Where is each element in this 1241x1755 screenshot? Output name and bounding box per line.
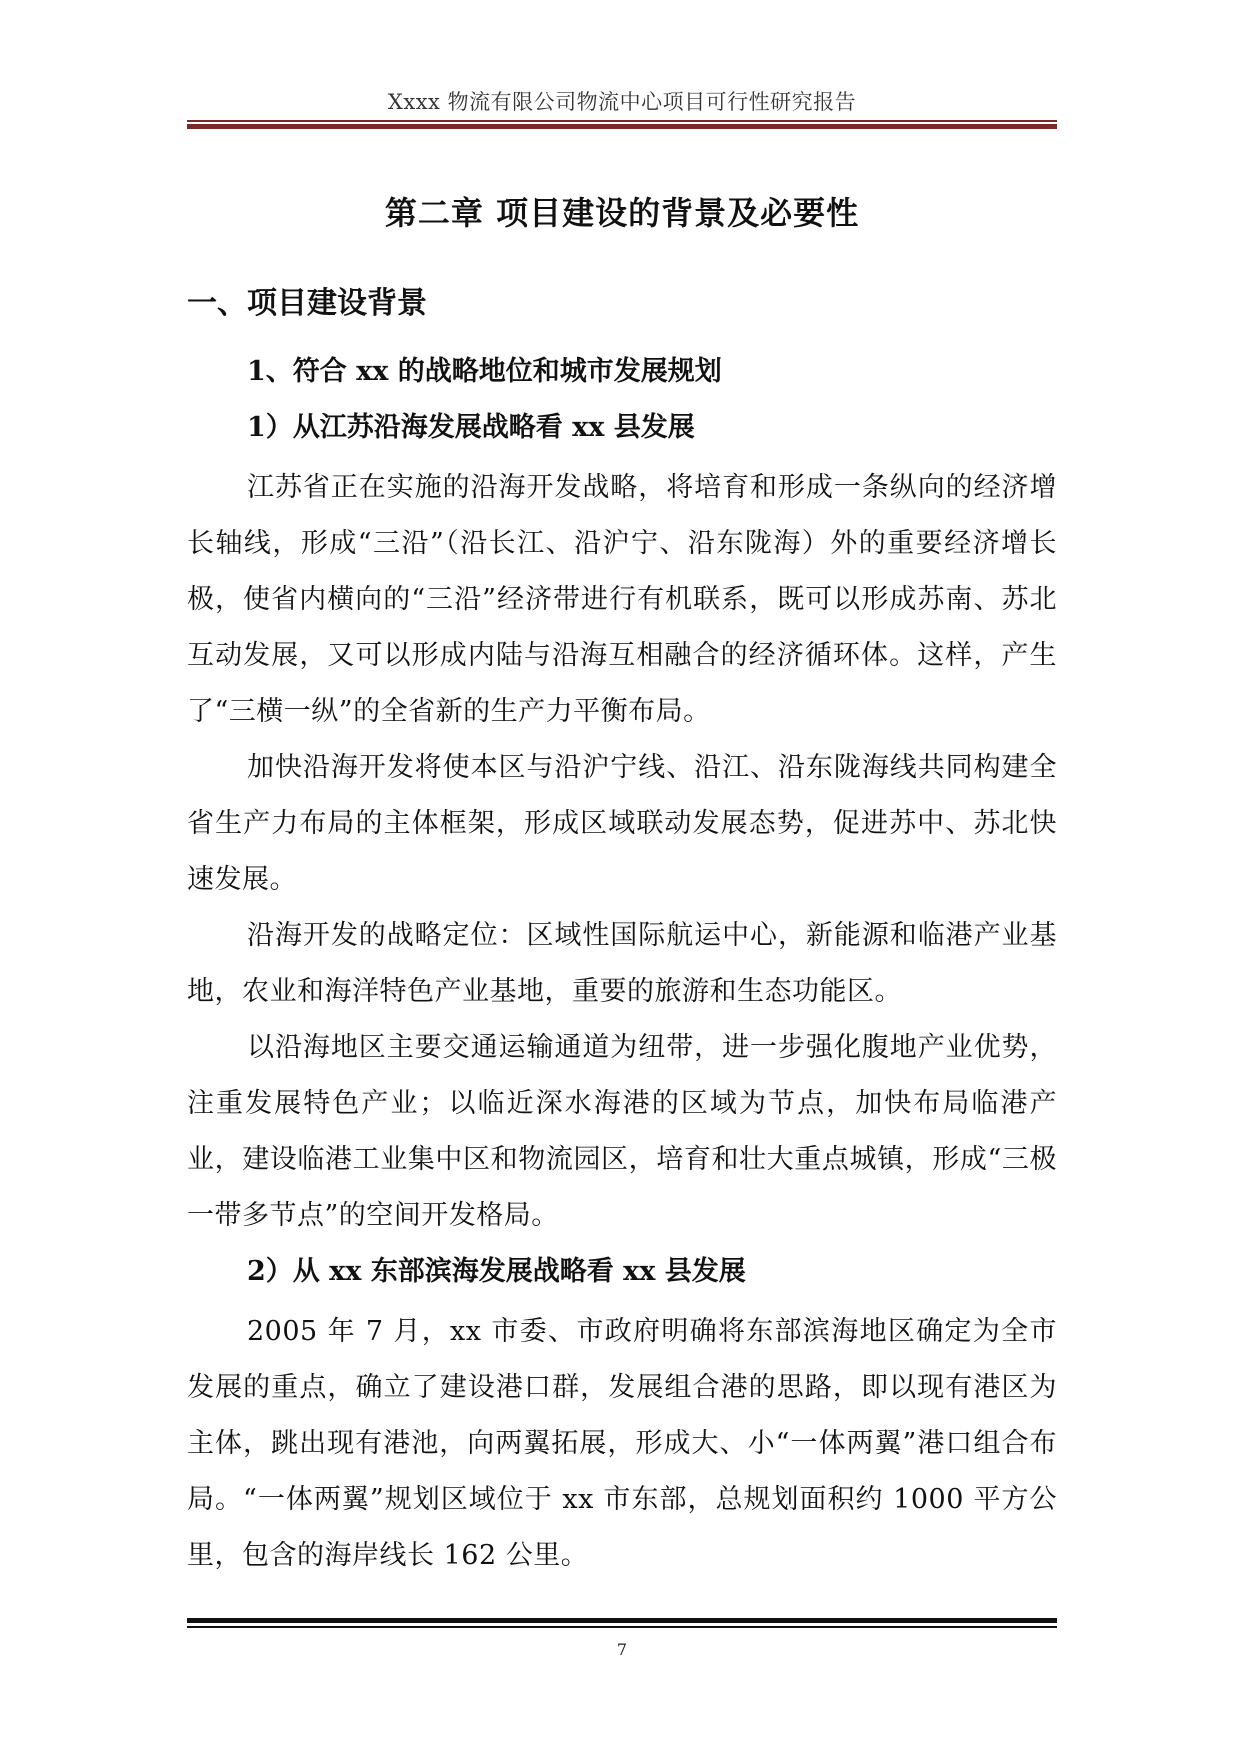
footer-divider-thin bbox=[187, 1626, 1057, 1628]
running-header: Xxxx 物流有限公司物流中心项目可行性研究报告 bbox=[387, 90, 857, 114]
paragraph: 加快沿海开发将使本区与沿沪宁线、沿江、沿东陇海线共同构建全省生产力布局的主体框架，形成区域联动发展态势，促进苏中、苏北快速发展。 bbox=[187, 752, 1057, 895]
section-title: 一、项目建设背景 bbox=[187, 286, 427, 321]
paragraph: 以沿海地区主要交通运输通道为纽带，进一步强化腹地产业优势，注重发展特色产业；以临近深水海港的区域为节点，加快布局临港产业，建设临港工业集中区和物流园区，培育和壮大重点城镇，形成“三极一带多节点”的空间开发格局。 bbox=[187, 1032, 1057, 1231]
item1-title: 1）从江苏沿海发展战略看 xx 县发展 bbox=[247, 412, 695, 443]
item2-title: 2）从 xx 东部滨海发展战略看 xx 县发展 bbox=[247, 1256, 746, 1287]
page-number: 7 bbox=[616, 1640, 628, 1659]
page-body bbox=[187, 178, 1057, 1584]
paragraph: 2005 年 7 月，xx 市委、市政府明确将东部滨海地区确定为全市发展的重点，确立了建设港口群，发展组合港的思路，即以现有港区为主体，跳出现有港池，向两翼拓展，形成大、小“一体两翼”港口组合布局。“一体两翼”规划区域位于 xx 市东部，总规划面积约 1000 平方公里，包含的海岸线长 162 公里。 bbox=[187, 1316, 1057, 1571]
subsection-title: 1、符合 xx 的战略地位和城市发展规划 bbox=[247, 356, 722, 387]
header-divider-thick bbox=[187, 124, 1057, 129]
chapter-title: 第二章 项目建设的背景及必要性 bbox=[384, 194, 860, 232]
footer-divider-thick bbox=[187, 1618, 1057, 1623]
paragraph: 江苏省正在实施的沿海开发战略，将培育和形成一条纵向的经济增长轴线，形成“三沿”（沿长江、沿沪宁、沿东陇海）外的重要经济增长极，使省内横向的“三沿”经济带进行有机联系，既可以形成苏南、苏北互动发展，又可以形成内陆与沿海互相融合的经济循环体。这样，产生了“三横一纵”的全省新的生产力平衡布局。 bbox=[187, 472, 1057, 727]
header-divider-thin bbox=[187, 120, 1057, 122]
paragraph: 沿海开发的战略定位：区域性国际航运中心，新能源和临港产业基地，农业和海洋特色产业基地，重要的旅游和生态功能区。 bbox=[187, 920, 1057, 1007]
